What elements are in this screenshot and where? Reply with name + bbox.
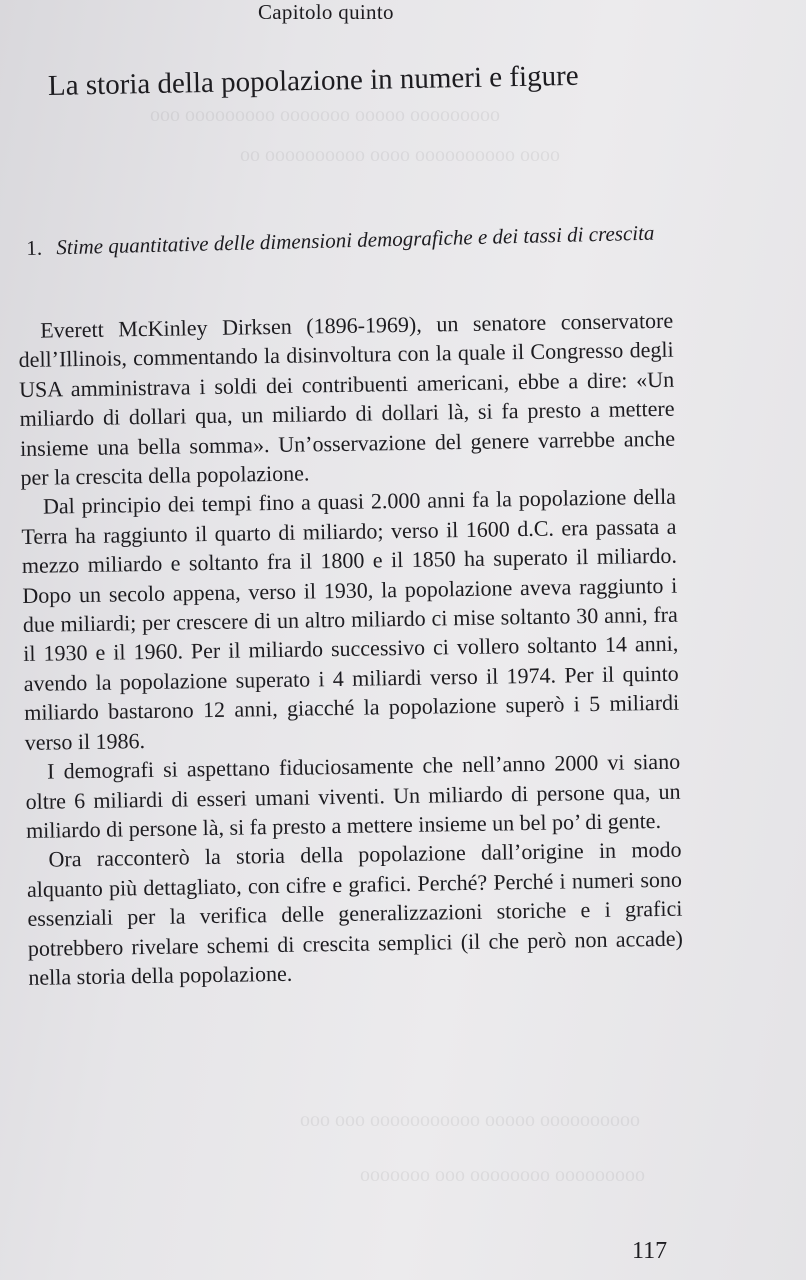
show-through-text: oooo oooooooooo oooo oooooooooo oo (240, 144, 560, 166)
body-text (18, 306, 684, 993)
section-title: Stime quantitative delle dimensioni demografiche e dei tassi di crescita (56, 220, 655, 260)
section-number: 1. (26, 235, 43, 260)
show-through-text: ooooooooo oooooooo ooo ooooooo (360, 1164, 645, 1186)
section-heading (26, 216, 687, 264)
show-through-text: oooooooooo ooooo ooooooooooo ooo ooo (300, 1109, 640, 1131)
show-through-text: ooooooooo ooooo ooooooo ooooooooo ooo (150, 104, 500, 126)
chapter-title: La storia della popolazione in numeri e figure (47, 59, 579, 102)
paragraph: I demografi si aspettano fiduciosamente che nell’anno 2000 vi siano oltre 6 miliardi di esseri umani viventi. Un miliardo di persone qua, un miliardo di persone là, si fa presto a mettere insieme un bel po’ di gente. (25, 748, 681, 843)
paragraph: Everett McKinley Dirksen (1896-1969), un senatore conservatore dell’Illinois, commentando la disinvoltura con la quale il Congresso degli USA amministrava i soldi dei contribuenti americani, ebbe a dire: «Un miliardo di dollari qua, un miliardo di dollari là, si fa presto a mettere insieme una bella somma». Un’osservazione del genere varrebbe anche per la crescita della popolazione. (18, 307, 676, 491)
page-number: 117 (632, 1238, 668, 1264)
paragraph: Dal principio dei tempi fino a quasi 2.000 anni fa la popolazione della Terra ha raggiunto il quarto di miliardo; verso il 1600 d.C. era passata a mezzo miliardo e soltanto fra il 1800 e il 1850 ha superato il miliardo. Dopo un secolo appena, verso il 1930, la popolazione aveva raggiunto i due miliardi; per crescere di un altro miliardo ci mise soltanto 30 anni, fra il 1930 e il 1960. Per il miliardo successivo ci vollero soltanto 14 anni, avendo la popolazione superato i 4 miliardi verso il 1974. Per il quinto miliardo bastarono 12 anni, giacché la popolazione superò i 5 miliardi verso il 1986. (21, 484, 680, 755)
running-header: Capitolo quinto (258, 0, 394, 24)
paragraph: Ora racconterò la storia della popolazione dall’origine in modo alquanto più dettagliato, con cifre e grafici. Perché? Perché i numeri sono essenziali per la verifica delle generalizzazioni storiche e i grafici potrebbero rivelare schemi di crescita semplici (il che però non accade) nella storia della popolazione. (26, 836, 684, 990)
